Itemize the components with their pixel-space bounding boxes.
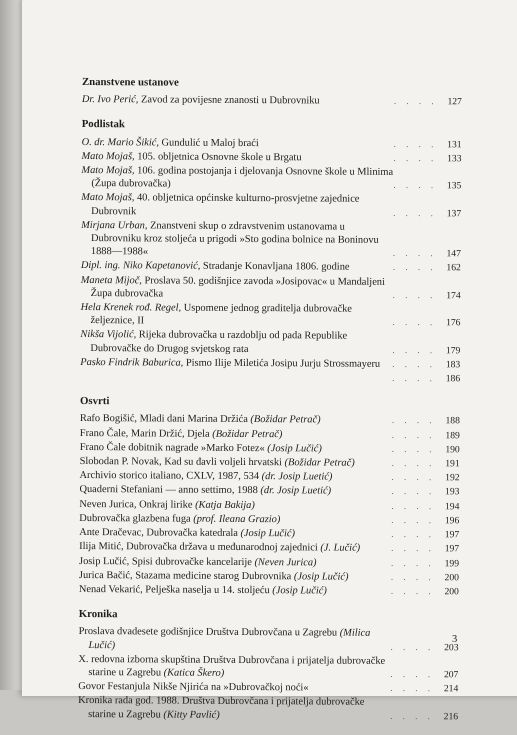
toc-section	[78, 608, 459, 723]
leader-dots	[392, 316, 432, 329]
entry-title: Kronika rada god. 1988. Društva Dubrovčana i prijatelja dubrovačke starine u Zagrebu	[78, 695, 364, 720]
entry-text	[81, 274, 393, 302]
entry-page-number: 193	[431, 486, 459, 499]
entry-title: Pismo Ilije Miletića Josipu Jurju Strossmayeru	[186, 357, 380, 369]
toc-entry	[79, 554, 459, 570]
leader-dots	[392, 471, 432, 484]
toc-entry	[81, 259, 461, 275]
entry-page-number: 192	[432, 471, 460, 484]
entry-title: Jurica Bačić, Stazama medicine starog Dubrovnika	[79, 570, 291, 582]
toc-entry	[78, 680, 458, 696]
entry-text	[80, 356, 392, 371]
entry-text	[81, 191, 393, 219]
toc-entry	[80, 356, 460, 372]
entry-author: (Josip Lučić)	[240, 528, 295, 539]
entry-author: Pasko Findrik Baburica,	[80, 357, 183, 369]
leader-dots	[390, 640, 430, 653]
entry-author: Hela Krenek rođ. Regel,	[81, 302, 182, 314]
entry-author: Mato Mojaš,	[81, 192, 134, 203]
entry-title: Zavod za povijesne znanosti u Dubrovniku	[141, 95, 320, 107]
section-title: Osvrti	[80, 395, 460, 411]
entry-author: Dipl. ing. Niko Kapetanović,	[81, 260, 201, 272]
entry-title: Govor Festanjula Nikše Njirića na »Dubrovačkoj noći«	[78, 681, 308, 693]
entry-page-number: 189	[432, 429, 460, 442]
leader-dots	[392, 429, 432, 442]
toc-entry	[80, 412, 460, 428]
leader-dots	[391, 485, 431, 498]
leader-dots	[392, 443, 432, 456]
entry-text	[82, 136, 394, 151]
leader-dots	[391, 528, 431, 541]
entry-text	[80, 469, 392, 484]
entry-author: Mato Mojaš,	[81, 165, 134, 176]
entry-title: 106. godina postojanja i djelovanja Osnovne škole u Mlinima (Župa dubrovačka)	[91, 165, 393, 189]
toc-entry	[78, 653, 458, 682]
entry-text	[81, 259, 393, 274]
entry-author: Mato Mojaš,	[81, 151, 134, 162]
entry-page-number: 191	[432, 457, 460, 470]
entry-text	[81, 219, 393, 261]
entry-page-number: 199	[431, 557, 459, 570]
toc-entry	[80, 441, 460, 457]
toc-entry	[78, 625, 458, 654]
toc-entry	[82, 136, 462, 152]
entry-text	[79, 498, 391, 513]
toc-entry	[82, 93, 462, 109]
entry-page-number: 174	[433, 289, 461, 302]
entry-author: Maneta Mijoč,	[81, 275, 142, 286]
entry-page-number: 135	[433, 179, 461, 192]
entry-page-number: 203	[430, 641, 458, 654]
toc-section	[82, 76, 462, 109]
toc-entry	[81, 274, 461, 303]
entry-title: Ilija Mitić, Dubrovačka država u međunarodnoj zajednici	[79, 541, 318, 553]
entry-text	[80, 455, 392, 470]
book-page	[22, 0, 517, 696]
entry-page-number: 190	[432, 443, 460, 456]
leader-dots	[391, 585, 431, 598]
entry-page-number: 197	[431, 528, 459, 541]
toc-entry	[79, 540, 459, 556]
entry-title: Uspomene jednog graditelja dubrovačke željeznice, II	[90, 303, 351, 327]
entry-author: (Josip Lučić)	[294, 571, 349, 582]
leader-dots	[392, 372, 432, 385]
entry-author: (Kitty Pavlić)	[163, 709, 219, 720]
entry-text	[79, 569, 391, 584]
entry-author: (Milica Lučić)	[88, 628, 370, 651]
leader-dots	[391, 514, 431, 527]
entry-title: Rafo Bogišić, Mladi dani Marina Držića	[80, 413, 248, 425]
toc-entry	[79, 569, 459, 585]
entry-title: 105. obljetnica Osnovne škole u Brgatu	[137, 151, 301, 163]
leader-dots	[392, 457, 432, 470]
toc-entry	[81, 164, 461, 193]
entry-text	[79, 583, 391, 598]
entry-page-number: 196	[431, 514, 459, 527]
entry-author: (Josip Lučić)	[272, 585, 327, 596]
entry-author: (prof. Ileana Grazio)	[193, 514, 280, 526]
leader-dots	[393, 261, 433, 274]
leader-dots	[391, 542, 431, 555]
entry-page-number: 214	[430, 682, 458, 695]
entry-page-number: 162	[433, 262, 461, 275]
entry-title: Proslava dvadesete godišnjice Društva Dubrovčana u Zagrebu	[79, 626, 338, 639]
entry-page-number: 147	[433, 247, 461, 260]
entry-text	[80, 301, 392, 329]
entry-page-number: 207	[430, 668, 458, 681]
toc-section	[80, 118, 462, 385]
entry-text	[78, 694, 390, 722]
entry-title: Josip Lučić, Spisi dubrovačke kancelarije	[79, 555, 252, 567]
toc-entry	[78, 694, 458, 723]
toc-entry	[81, 191, 461, 220]
section-title: Znanstvene ustanove	[82, 76, 462, 92]
entry-text	[80, 427, 392, 442]
entry-page-number: 127	[434, 95, 462, 108]
toc-entry	[79, 583, 459, 599]
leader-dots	[391, 571, 431, 584]
leader-dots	[392, 358, 432, 371]
toc-entry	[80, 301, 460, 330]
entry-title: Neven Jurica, Onkraj lirike	[79, 499, 192, 511]
toc-entry	[80, 370, 460, 386]
entry-title: Gundulić u Maloj braći	[162, 137, 259, 149]
leader-dots	[390, 709, 430, 722]
entry-author: (dr. Josip Luetić)	[260, 486, 331, 497]
toc-entry	[79, 512, 459, 528]
entry-text	[81, 150, 393, 165]
page-number: 3	[452, 634, 457, 645]
toc-entry	[80, 328, 460, 357]
leader-dots	[391, 500, 431, 513]
entry-page-number: 183	[432, 358, 460, 371]
leader-dots	[392, 414, 432, 427]
entry-text	[81, 164, 393, 192]
entry-author: (J. Lučić)	[320, 543, 360, 554]
entry-title: Znanstveni skup o zdravstvenim ustanovama u Dubrovniku kroz stoljeća u prigodi »Sto godina bolnice na Boninovu 1888—1988«	[91, 220, 379, 257]
entry-author: (Božidar Petrač)	[285, 457, 355, 468]
entry-title: Proslava 50. godišnjice zavoda »Josipovac« u Mandaljeni Župa dubrovačka	[91, 275, 385, 299]
entry-author: Mirjana Urban,	[81, 220, 147, 231]
toc-entry	[79, 498, 459, 514]
entry-title: Stradanje Konavljana 1806. godine	[203, 261, 350, 273]
toc-entry	[80, 469, 460, 485]
toc-section	[79, 395, 460, 598]
entry-title: Slobodan P. Novak, Kad su đavli voljeli hrvatski	[80, 456, 282, 468]
leader-dots	[393, 179, 433, 192]
leader-dots	[393, 207, 433, 220]
entry-page-number: 137	[433, 207, 461, 220]
leader-dots	[394, 95, 434, 108]
toc-entry	[81, 219, 461, 261]
entry-text	[80, 383, 392, 385]
leader-dots	[393, 247, 433, 260]
entry-author: (Neven Jurica)	[254, 557, 316, 568]
entry-text	[79, 483, 391, 498]
entry-page-number: 200	[431, 585, 459, 598]
toc-entry	[80, 455, 460, 471]
entry-text	[78, 680, 390, 695]
toc-entry	[80, 427, 460, 443]
entry-page-number: 131	[434, 138, 462, 151]
toc-entry	[81, 150, 461, 166]
entry-author: (Božidar Petrač)	[250, 415, 320, 426]
entry-text	[79, 540, 391, 555]
leader-dots	[392, 344, 432, 357]
entry-author: O. dr. Mario Šikić,	[82, 137, 159, 148]
entry-title: Ante Dračevac, Dubrovačka katedrala	[79, 527, 238, 539]
leader-dots	[393, 289, 433, 302]
table-of-contents	[78, 76, 462, 735]
entry-title: X. redovna izborna skupština Društva Dubrovčana i prijatelja dubrovačke starine u Zagrebu	[78, 654, 385, 679]
entry-page-number: 188	[432, 415, 460, 428]
entry-title: Frano Čale, Marin Držić, Djela	[80, 428, 210, 440]
entry-title: Archivio storico italiano, CXLV, 1987, 534	[80, 470, 260, 482]
entry-page-number: 176	[432, 316, 460, 329]
entry-text	[80, 441, 392, 456]
entry-page-number: 200	[431, 571, 459, 584]
entry-title: Dubrovačka glazbena fuga	[79, 513, 190, 525]
entry-title: Rijeka dubrovačka u razdoblju od pada Republike Dubrovačke do Drugog svjetskog rata	[90, 330, 347, 355]
entry-text	[80, 412, 392, 427]
entry-text	[79, 512, 391, 527]
entry-author: (Božidar Petrač)	[212, 428, 282, 439]
entry-title: Nenad Vekarić, Pelješka naselja u 14. stoljeću	[79, 584, 270, 596]
entry-author: (Katica Škero)	[164, 667, 225, 678]
entry-title: Quaderni Stefaniani — anno settimo, 1988	[79, 484, 257, 496]
entry-page-number: 179	[432, 344, 460, 357]
entry-text	[78, 653, 390, 681]
leader-dots	[391, 556, 431, 569]
leader-dots	[394, 138, 434, 151]
leader-dots	[390, 668, 430, 681]
leader-dots	[390, 682, 430, 695]
entry-page-number: 133	[433, 152, 461, 165]
entry-author: Dr. Ivo Perić,	[82, 94, 139, 105]
entry-text	[80, 328, 392, 356]
leader-dots	[393, 152, 433, 165]
entry-author: Nikša Vijolić,	[80, 329, 136, 340]
entry-author: (Josip Lučić)	[267, 443, 322, 454]
entry-title: 40. obljetnica općinske kulturno-prosvjetne zajednice Dubrovnik	[91, 193, 359, 217]
entry-text	[79, 526, 391, 541]
entry-title: Frano Čale dobitnik nagrade »Marko Fotez«	[80, 442, 265, 454]
entry-page-number: 186	[432, 372, 460, 385]
entry-page-number: 216	[430, 710, 458, 723]
toc-entry	[79, 526, 459, 542]
entry-text	[78, 625, 390, 653]
entry-author: (Katja Bakija)	[195, 499, 255, 510]
entry-text	[79, 554, 391, 569]
entry-text	[82, 93, 394, 108]
section-title: Kronika	[79, 608, 459, 624]
section-title: Podlistak	[82, 118, 462, 134]
entry-page-number: 194	[431, 500, 459, 513]
entry-author: (dr. Josip Luetić)	[262, 471, 333, 482]
toc-entry	[79, 483, 459, 499]
entry-page-number: 197	[431, 542, 459, 555]
